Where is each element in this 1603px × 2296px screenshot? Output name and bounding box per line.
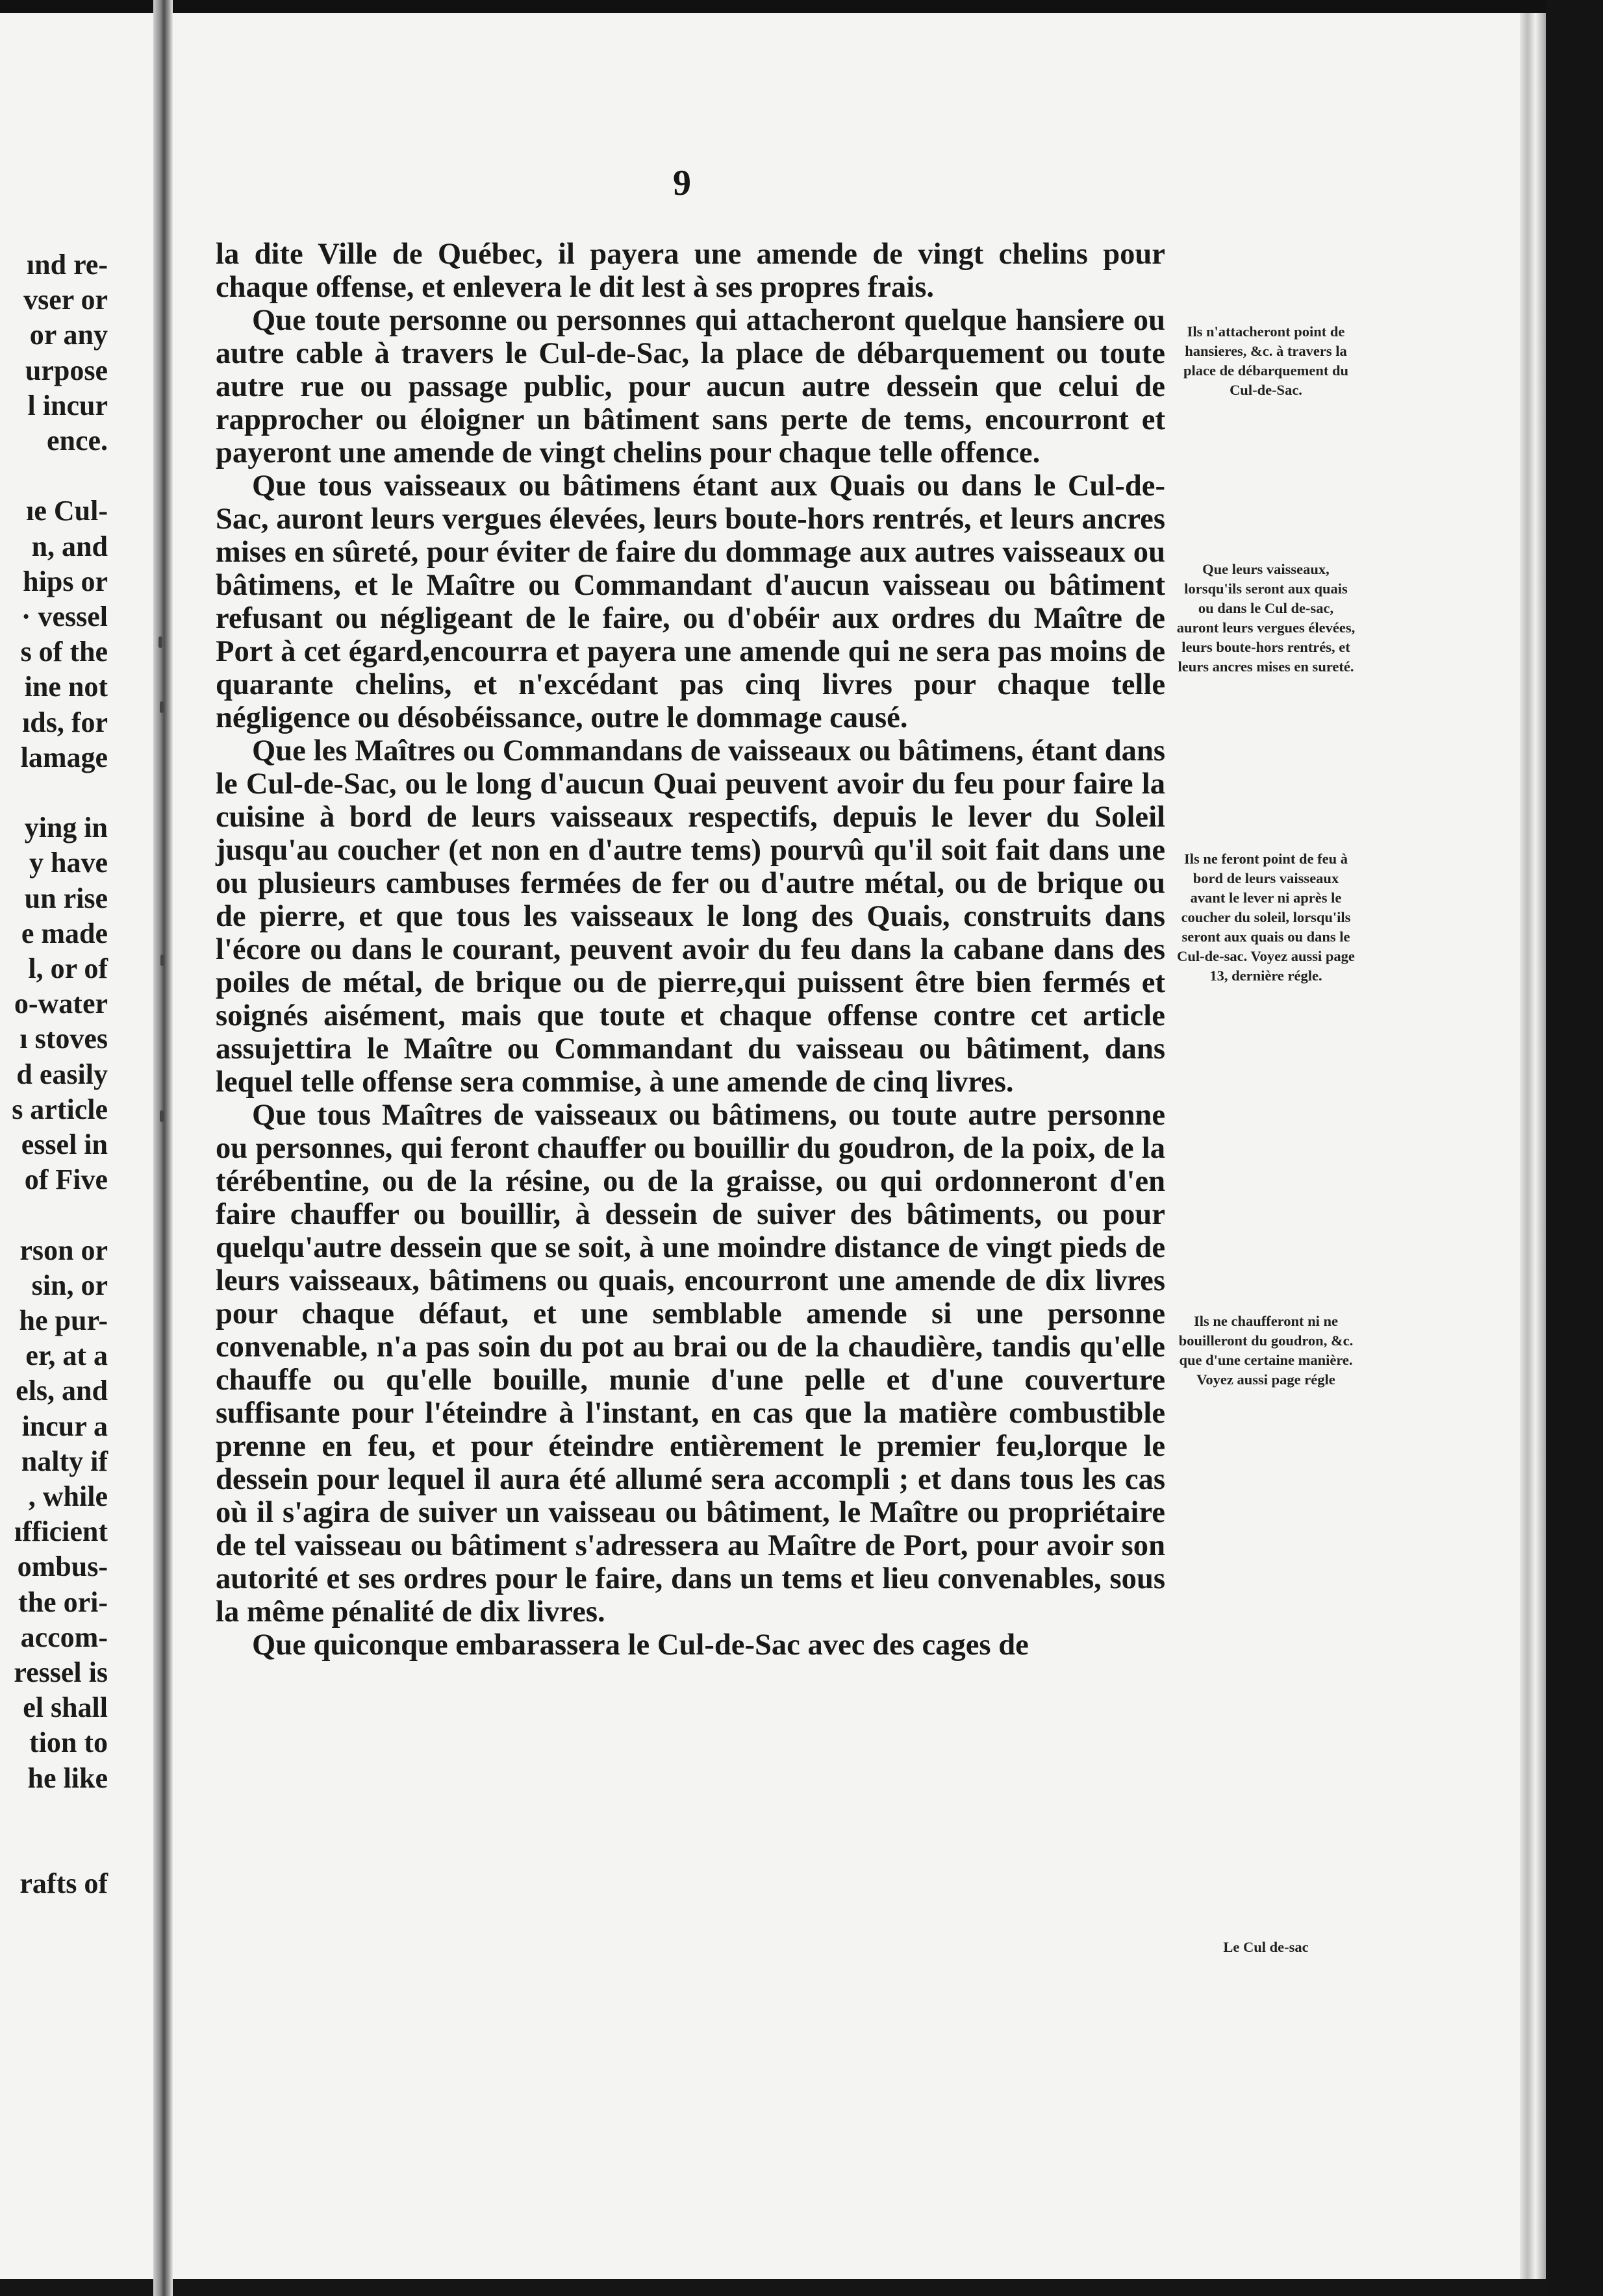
- margin-note-vergues: Que leurs vaisseaux, lorsqu'ils seront aux quais ou dans le Cul de-sac, auront leurs vergues élevées, leurs boute-hors rentrés, et leurs ancres mises en sureté.: [1176, 561, 1356, 675]
- left-page-line: l incur: [27, 389, 108, 421]
- paragraph-1: Que toute personne ou personnes qui attacheront quelque hansiere ou autre cable à travers le Cul-de-Sac, la place de débarquement ou toute autre rue ou passage public, pour aucun autre dessein que celui de rapprocher ou éloigner un bâtiment sans perte de tems, encourront et payeront une amende de vingt chelins pour chaque telle offence.: [216, 303, 1165, 469]
- left-page-line: s article: [12, 1093, 108, 1125]
- left-page-line: o-water: [14, 988, 108, 1020]
- left-page-line: hips or: [23, 565, 108, 597]
- left-page-line: lamage: [20, 741, 108, 773]
- left-page-line: incur a: [21, 1410, 108, 1442]
- left-page-line: ıds, for: [22, 706, 108, 738]
- gutter-speck: [158, 636, 162, 648]
- gutter-speck: [160, 955, 164, 966]
- left-page-line: n, and: [31, 530, 108, 562]
- left-page-line: y have: [29, 847, 108, 879]
- margin-note-goudron: Ils ne chaufferont ni ne bouilleront du goudron, &c. que d'une certaine manière. Voyez aussi page régle: [1178, 1313, 1354, 1388]
- left-page-line: tion to: [29, 1727, 108, 1759]
- left-page-line: , while: [28, 1480, 108, 1512]
- paragraph-3: Que les Maîtres ou Commandans de vaisseaux ou bâtimens, étant dans le Cul-de-Sac, ou le long d'aucun Quai peuvent avoir du feu pour faire la cuisine à bord de leurs vaisseaux respectifs, depuis le lever du Soleil jusqu'au coucher (et non en d'autre tems) pourvû qu'il soit fait dans une ou plusieurs cambuses fermées de fer ou d'autre métal, ou de brique ou de pierre, et que tous les vaisseaux le long des Quais, construits dans l'écore ou dans le courant, peuvent avoir du feu dans la cabane dans des poiles de métal, de brique ou de pierre,qui puissent être bien fermés et soignés aisément, mais que toute et chaque offense contre cet article assujettira le Maître ou Commandant du vaisseau ou bâtiment, dans lequel telle offense sera commise, à une amende de cinq livres.: [216, 734, 1165, 1099]
- scan-background-right: [1546, 0, 1603, 2296]
- left-page-line: un rise: [24, 882, 108, 914]
- paragraph-0: la dite Ville de Québec, il payera une amende de vingt chelins pour chaque offense, et enlevera le dit lest à ses propres frais.: [216, 237, 1165, 304]
- gutter-speck: [160, 1110, 164, 1122]
- left-page-line: ınd re-: [26, 249, 108, 281]
- left-page-line: ı stoves: [19, 1023, 108, 1055]
- left-page-line: ombus-: [17, 1551, 108, 1583]
- left-page-line: the ori-: [18, 1586, 108, 1618]
- left-page-line: d easily: [16, 1058, 108, 1090]
- left-page-line: er, at a: [25, 1340, 108, 1372]
- left-page-line: · vessel: [21, 601, 108, 632]
- paragraph-4: Que tous Maîtres de vaisseaux ou bâtimens, ou toute autre personne ou personnes, qui feront chauffer ou bouillir du goudron, de la poix, de la térébentine, ou de la résine, ou de la graisse, ou qui ordonneront d'en faire chauffer ou bouillir, à dessein de suiver des bâtiments, ou pour quelqu'autre dessein que se soit, à une moindre distance de vingt pieds de leurs vaisseaux, bâtimens ou quais, encourront une amende de dix livres pour chaque défaut, et une semblable amende si une personne convenable, n'a pas soin du pot au brai ou de la chaudière, tandis qu'elle chauffe ou qu'elle bouille, munie d'une pelle et d'une couverture suffisante pour l'éteindre à l'instant, en cas que la matière combustible prenne en feu, et pour éteindre entièrement le premier feu,lorque le dessein pour lequel il aura été allumé sera accompli ; et dans tous les cas où il s'agira de suiver un vaisseau ou bâtiment, le Maître ou propriétaire de tel vaisseau ou bâtiment s'adressera au Maître de Port, pour avoir son autorité et ses ordres pour le faire, dans un tems et lieu convenables, sous la même pénalité de dix livres.: [216, 1098, 1165, 1628]
- book-gutter: [153, 0, 173, 2296]
- left-page-line: sin, or: [31, 1269, 108, 1301]
- left-page-line: rafts of: [19, 1867, 108, 1900]
- left-page-line: ying in: [24, 812, 108, 844]
- left-page-line: s of the: [20, 636, 108, 668]
- left-page-line: or any: [29, 319, 108, 351]
- left-page-line: nalty if: [21, 1445, 108, 1477]
- left-page-line: ressel is: [14, 1656, 108, 1688]
- scan-bottom-edge: [0, 2279, 1546, 2296]
- margin-note-hansieres: Ils n'attacheront point de hansieres, &c. à travers la place de débarquement du Cul-de-Sac.: [1183, 323, 1348, 398]
- left-page-line: of Five: [24, 1164, 108, 1196]
- left-page-line: he pur-: [19, 1304, 108, 1336]
- page-number: 9: [673, 163, 691, 203]
- left-page-line: l, or of: [28, 953, 108, 984]
- main-text-column: [216, 238, 1165, 1662]
- left-facing-page-fragment: [0, 0, 153, 2296]
- left-page-line: essel in: [21, 1129, 108, 1160]
- left-page-line: urpose: [25, 354, 108, 386]
- left-page-line: ıe Cul-: [26, 495, 108, 527]
- margin-note-cul-de-sac: Le Cul de-sac: [1223, 1939, 1309, 1955]
- left-page-line: el shall: [23, 1691, 108, 1724]
- left-page-line: ence.: [46, 425, 108, 456]
- left-page-line: rson or: [19, 1234, 108, 1266]
- gutter-speck: [160, 701, 164, 713]
- left-page-line: accom-: [20, 1621, 108, 1653]
- scan-top-edge: [0, 0, 1546, 13]
- page-stack-edge: [1520, 0, 1546, 2296]
- left-page-line: e made: [21, 917, 108, 949]
- paragraph-2: Que tous vaisseaux ou bâtimens étant aux Quais ou dans le Cul-de-Sac, auront leurs vergues élevées, leurs boute-hors rentrés, et leurs ancres mises en sûreté, pour éviter de faire du dommage aux autres vaisseaux ou bâtimens, et le Maître ou Commandant d'aucun vaisseau ou bâtiment refusant ou négligeant de le faire, ou d'obéir aux ordres du Maître de Port à cet égard,encourra et payera une amende qui ne sera pas moins de quarante chelins, et n'excédant pas cinq livres pour chaque telle négligence ou désobéissance, outre le dommage causé.: [216, 469, 1165, 734]
- left-page-line: ine not: [24, 671, 108, 703]
- left-page-line: he like: [27, 1762, 108, 1794]
- left-page-line: ıfficient: [14, 1516, 108, 1548]
- left-page-line: els, and: [16, 1375, 108, 1407]
- margin-note-feu: Ils ne feront point de feu à bord de leurs vaisseaux avant le lever ni après le coucher du soleil, lorsqu'ils seront aux quais ou dans le Cul-de-sac. Voyez aussi page 13, dernière régle.: [1177, 851, 1355, 984]
- left-page-line: vser or: [23, 284, 108, 316]
- paragraph-5: Que quiconque embarassera le Cul-de-Sac avec des cages de: [252, 1628, 1029, 1662]
